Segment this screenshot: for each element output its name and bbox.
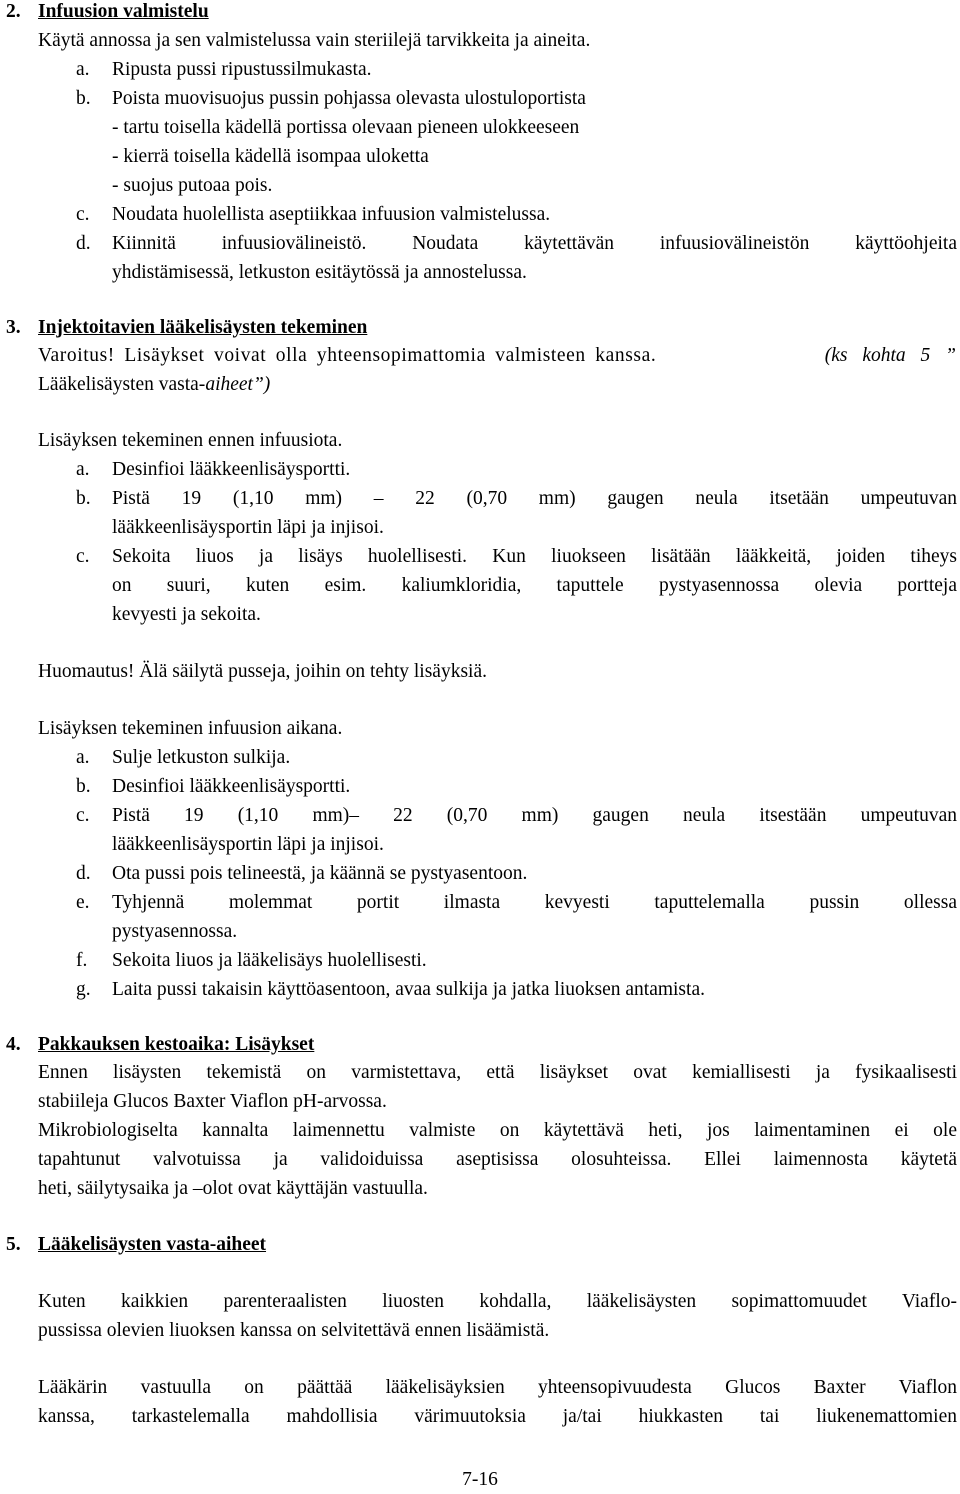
step-label: b. [76, 776, 91, 797]
paragraph-line: heti, säilytysaika ja –olot ovat käyttäjän vastuulla. [38, 1178, 428, 1199]
step-text: on suuri, kuten esim. kaliumkloridia, taputtele pystyasennossa olevia portteja [112, 575, 957, 596]
step-text: kevyesti ja sekoita. [112, 604, 261, 625]
note: Huomautus! Älä säilytä pusseja, joihin on tehty lisäyksiä. [38, 661, 487, 682]
section-2-intro: Käytä annossa ja sen valmistelussa vain steriilejä tarvikkeita ja aineita. [38, 30, 591, 51]
step-text: lääkkeenlisäysportin läpi ja injisoi. [112, 517, 384, 538]
paragraph-line: Mikrobiologiselta kannalta laimennettu valmiste on käytettävä heti, jos laimentaminen ei ole [38, 1120, 957, 1141]
warning-line [38, 341, 956, 370]
section-3-number: 3. [6, 317, 21, 338]
step-text: lääkkeenlisäysportin läpi ja injisoi. [112, 834, 384, 855]
step-text: Pistä 19 (1,10 mm)– 22 (0,70 mm) gaugen neula itsestään umpeutuvan [112, 805, 957, 826]
step-text: Sulje letkuston sulkija. [112, 747, 291, 768]
step-text: Kiinnitä infuusiovälineistö. Noudata käytettävän infuusiovälineistön käyttöohjeita [112, 233, 957, 254]
section-2-number: 2. [6, 1, 21, 22]
section-5-heading: Lääkelisäysten vasta-aiheet [38, 1234, 267, 1255]
paragraph-line: Ennen lisäysten tekemistä on varmistettava, että lisäykset ovat kemiallisesti ja fysikaalisesti [38, 1062, 957, 1083]
warning-reference: aiheet”) [205, 374, 271, 395]
paragraph-line: kanssa, tarkastelemalla mahdollisia värimuutoksia ja/tai hiukkasten tai liukenemattomien [38, 1406, 957, 1427]
step-text: Noudata huolellista aseptiikkaa infuusion valmistelussa. [112, 204, 551, 225]
warning-text: Varoitus! Lisäykset voivat olla yhteensopimattomia valmisteen kanssa. [38, 345, 657, 366]
during-infusion-heading: Lisäyksen tekeminen infuusion aikana. [38, 718, 343, 739]
step-text: Ota pussi pois telineestä, ja käännä se pystyasentoon. [112, 863, 528, 884]
before-infusion-heading: Lisäyksen tekeminen ennen infuusiota. [38, 430, 343, 451]
section-4-number: 4. [6, 1034, 21, 1055]
section-3-heading: Injektoitavien lääkelisäysten tekeminen [38, 317, 368, 338]
step-text: Desinfioi lääkkeenlisäysportti. [112, 776, 351, 797]
step-label: c. [76, 204, 90, 225]
paragraph-line: stabiileja Glucos Baxter Viaflon pH-arvossa. [38, 1091, 387, 1112]
step-label: d. [76, 233, 91, 254]
step-text: pystyasennossa. [112, 921, 238, 942]
warning-reference: (ks kohta 5 ” [824, 345, 956, 366]
section-5-number: 5. [6, 1234, 21, 1255]
step-label: b. [76, 88, 91, 109]
step-label: c. [76, 546, 90, 567]
step-text: Poista muovisuojus pussin pohjassa olevasta ulostuloportista [112, 88, 586, 109]
step-label: f. [76, 950, 88, 971]
section-4-heading: Pakkauksen kestoaika: Lisäykset [38, 1034, 315, 1055]
section-2-heading: Infuusion valmistelu [38, 1, 209, 22]
warning-line-2 [38, 370, 270, 399]
step-text: Desinfioi lääkkeenlisäysportti. [112, 459, 351, 480]
dash-item: - suojus putoaa pois. [112, 175, 273, 196]
step-text: Sekoita liuos ja lääkelisäys huolellisesti. [112, 950, 427, 971]
step-label: b. [76, 488, 91, 509]
paragraph-line: pussissa olevien liuoksen kanssa on selvitettävä ennen lisäämistä. [38, 1320, 550, 1341]
step-text: yhdistämisessä, letkuston esitäytössä ja annostelussa. [112, 262, 527, 283]
step-text: Ripusta pussi ripustussilmukasta. [112, 59, 372, 80]
step-label: a. [76, 747, 90, 768]
paragraph-line: Lääkärin vastuulla on päättää lääkelisäyksien yhteensopivuudesta Glucos Baxter Viaflon [38, 1377, 957, 1398]
step-text: Laita pussi takaisin käyttöasentoon, avaa sulkija ja jatka liuoksen antamista. [112, 979, 705, 1000]
step-label: d. [76, 863, 91, 884]
dash-item: - tartu toisella kädellä portissa olevaan pieneen ulokkeeseen [112, 117, 580, 138]
paragraph-line: Kuten kaikkien parenteraalisten liuosten kohdalla, lääkelisäysten sopimattomuudet Viaflo- [38, 1291, 957, 1312]
dash-item: - kierrä toisella kädellä isompaa uloketta [112, 146, 429, 167]
step-label: c. [76, 805, 90, 826]
step-text: Pistä 19 (1,10 mm) – 22 (0,70 mm) gaugen neula itsetään umpeutuvan [112, 488, 957, 509]
warning-text: Lääkelisäysten vasta- [38, 374, 206, 395]
step-label: e. [76, 892, 90, 913]
step-label: a. [76, 59, 90, 80]
page-number: 7-16 [462, 1469, 498, 1490]
step-text: Sekoita liuos ja lisäys huolellisesti. Kun liuokseen lisätään lääkkeitä, joiden tiheys [112, 546, 957, 567]
step-label: a. [76, 459, 90, 480]
paragraph-line: tapahtunut valvotuissa ja validoiduissa aseptisissa olosuhteissa. Ellei laimennosta käytetä [38, 1149, 957, 1170]
step-text: Tyhjennä molemmat portit ilmasta kevyesti taputtelemalla pussin ollessa [112, 892, 957, 913]
step-label: g. [76, 979, 91, 1000]
